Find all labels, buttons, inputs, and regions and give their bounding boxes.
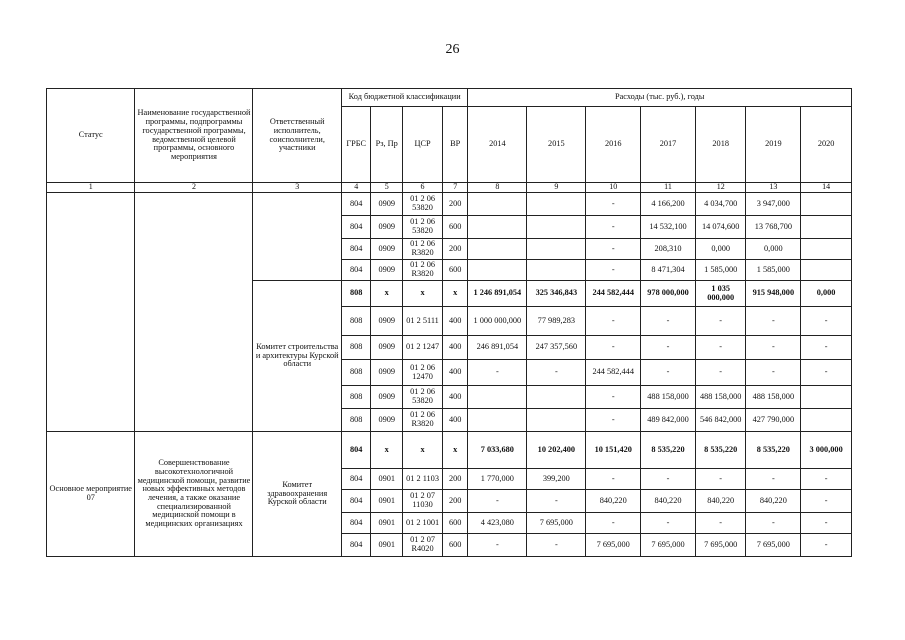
table-cell: 244 582,444 <box>586 281 641 307</box>
table-cell: 8 471,304 <box>641 260 696 281</box>
table-cell: 978 000,000 <box>641 281 696 307</box>
table-cell: - <box>695 307 746 336</box>
table-cell: 01 2 1001 <box>403 513 443 534</box>
index-cell: 14 <box>801 183 852 193</box>
table-cell <box>468 239 527 260</box>
table-cell: x <box>403 432 443 469</box>
header-status: Статус <box>47 89 135 183</box>
table-row <box>47 193 852 216</box>
table-cell: - <box>641 469 696 490</box>
table-cell: 247 357,560 <box>527 336 586 360</box>
table-cell: 14 532,100 <box>641 216 696 239</box>
table-cell: 804 <box>341 490 370 513</box>
table-cell: 0,000 <box>801 281 852 307</box>
table-cell: - <box>746 469 801 490</box>
name-cell <box>135 193 253 432</box>
table-cell: 14 074,600 <box>695 216 746 239</box>
table-cell: 01 2 06 53820 <box>403 386 443 409</box>
table-cell: 200 <box>443 490 468 513</box>
table-cell: 808 <box>341 336 370 360</box>
table-cell: 600 <box>443 513 468 534</box>
table-cell: x <box>443 281 468 307</box>
header-vr: ВР <box>443 107 468 183</box>
table-cell <box>801 386 852 409</box>
table-cell: 4 423,080 <box>468 513 527 534</box>
index-cell: 1 <box>47 183 135 193</box>
table-cell: 208,310 <box>641 239 696 260</box>
table-cell: 0909 <box>371 360 403 386</box>
table-cell: 01 2 07 11030 <box>403 490 443 513</box>
table-cell: - <box>527 490 586 513</box>
table-cell: x <box>371 281 403 307</box>
table-cell: - <box>586 336 641 360</box>
table-cell: 200 <box>443 193 468 216</box>
table-cell <box>527 386 586 409</box>
table-cell <box>801 239 852 260</box>
page-edge <box>0 0 6 640</box>
table-cell: 400 <box>443 307 468 336</box>
table-cell <box>468 409 527 432</box>
table-cell: 1 035 000,000 <box>695 281 746 307</box>
table-cell <box>468 216 527 239</box>
name-cell: Совершенствование высокотехнологичной медицинской помощи, развитие новых эффективных методов лечения, а также оказание специализированной медицинской помощи в медицинских организациях <box>135 432 253 557</box>
table-cell: 7 695,000 <box>527 513 586 534</box>
table-cell: - <box>695 360 746 386</box>
table-cell: 200 <box>443 469 468 490</box>
table-cell: 1 585,000 <box>695 260 746 281</box>
header-year: 2016 <box>586 107 641 183</box>
table-cell: - <box>586 239 641 260</box>
table-cell <box>527 216 586 239</box>
table-cell: 01 2 06 53820 <box>403 216 443 239</box>
header-year: 2020 <box>801 107 852 183</box>
table-cell: 0901 <box>371 469 403 490</box>
table-cell: - <box>468 360 527 386</box>
table-cell: 4 166,200 <box>641 193 696 216</box>
table-cell: - <box>746 307 801 336</box>
header-year: 2014 <box>468 107 527 183</box>
table-cell: - <box>746 336 801 360</box>
header-csr: ЦСР <box>403 107 443 183</box>
table-cell: 400 <box>443 336 468 360</box>
table-cell: 399,200 <box>527 469 586 490</box>
table-cell: - <box>586 260 641 281</box>
table-cell: - <box>801 534 852 557</box>
table-cell: 915 948,000 <box>746 281 801 307</box>
table-cell: 3 000,000 <box>801 432 852 469</box>
table-cell: 1 585,000 <box>746 260 801 281</box>
table-cell: 246 891,054 <box>468 336 527 360</box>
table-cell: - <box>746 360 801 386</box>
table-cell: - <box>586 307 641 336</box>
table-cell: 0901 <box>371 534 403 557</box>
table-cell: x <box>403 281 443 307</box>
table-cell: 0901 <box>371 513 403 534</box>
index-cell: 2 <box>135 183 253 193</box>
index-row <box>47 183 852 193</box>
table-cell: 10 151,420 <box>586 432 641 469</box>
header-year: 2015 <box>527 107 586 183</box>
table-cell: 804 <box>341 216 370 239</box>
table-cell: 0909 <box>371 307 403 336</box>
table-cell: 808 <box>341 360 370 386</box>
table-cell <box>527 193 586 216</box>
table-cell: 01 2 06 R3820 <box>403 409 443 432</box>
executor-cell: Комитет строительства и архитектуры Курской области <box>253 281 341 432</box>
table-cell: 01 2 06 12470 <box>403 360 443 386</box>
header-year: 2019 <box>746 107 801 183</box>
header-rzpr: Рз, Пр <box>371 107 403 183</box>
table-cell: 804 <box>341 513 370 534</box>
table-cell: - <box>527 534 586 557</box>
table-cell: 4 034,700 <box>695 193 746 216</box>
table-cell: 7 695,000 <box>586 534 641 557</box>
table-cell: - <box>586 386 641 409</box>
table-cell: 0901 <box>371 490 403 513</box>
table-cell: 488 158,000 <box>746 386 801 409</box>
table-cell <box>801 409 852 432</box>
index-cell: 7 <box>443 183 468 193</box>
table-cell: 600 <box>443 534 468 557</box>
index-cell: 3 <box>253 183 341 193</box>
table-cell: 804 <box>341 432 370 469</box>
table-cell <box>801 260 852 281</box>
executor-cell: Комитет здравоохранения Курской области <box>253 432 341 557</box>
table-cell: 808 <box>341 281 370 307</box>
table-cell: 0909 <box>371 336 403 360</box>
table-cell: 808 <box>341 409 370 432</box>
table-cell <box>801 216 852 239</box>
table-cell: 01 2 06 R3820 <box>403 239 443 260</box>
table-cell: - <box>801 336 852 360</box>
table-cell <box>468 193 527 216</box>
table-cell: - <box>641 513 696 534</box>
table-cell: 7 695,000 <box>641 534 696 557</box>
table-cell: 7 033,680 <box>468 432 527 469</box>
header-expenses: Расходы (тыс. руб.), годы <box>468 89 852 107</box>
table-cell: - <box>801 469 852 490</box>
table-cell: 01 2 07 R4020 <box>403 534 443 557</box>
index-cell: 11 <box>641 183 696 193</box>
table-cell: 840,220 <box>746 490 801 513</box>
index-cell: 13 <box>746 183 801 193</box>
table-cell: - <box>641 307 696 336</box>
table-cell: 488 158,000 <box>641 386 696 409</box>
table-cell: 8 535,220 <box>641 432 696 469</box>
table-cell <box>527 409 586 432</box>
table-cell: - <box>586 469 641 490</box>
index-cell: 9 <box>527 183 586 193</box>
index-cell: 12 <box>695 183 746 193</box>
table-cell: 244 582,444 <box>586 360 641 386</box>
table-cell: - <box>801 513 852 534</box>
table-cell: 0909 <box>371 216 403 239</box>
page-number: 26 <box>445 42 460 57</box>
table-row <box>47 432 852 469</box>
table-cell: - <box>586 216 641 239</box>
table-cell: - <box>641 360 696 386</box>
table-cell: 600 <box>443 260 468 281</box>
table-cell: 7 695,000 <box>695 534 746 557</box>
table-cell: - <box>468 490 527 513</box>
header-grbs: ГРБС <box>341 107 370 183</box>
table-cell: - <box>801 307 852 336</box>
table-cell: 400 <box>443 360 468 386</box>
table-cell: 1 000 000,000 <box>468 307 527 336</box>
table-cell: 200 <box>443 239 468 260</box>
table-body <box>47 89 852 557</box>
table-cell: 808 <box>341 386 370 409</box>
table-cell: - <box>641 336 696 360</box>
index-cell: 8 <box>468 183 527 193</box>
status-cell: Основное мероприятие 07 <box>47 432 135 557</box>
table-cell: - <box>801 490 852 513</box>
table-cell: 8 535,220 <box>695 432 746 469</box>
table-cell: x <box>371 432 403 469</box>
table-cell: 489 842,000 <box>641 409 696 432</box>
table-cell: 546 842,000 <box>695 409 746 432</box>
table-cell <box>527 260 586 281</box>
table-cell: 488 158,000 <box>695 386 746 409</box>
table-cell: - <box>586 193 641 216</box>
table-cell: 600 <box>443 216 468 239</box>
table-cell: 7 695,000 <box>746 534 801 557</box>
table-cell: 10 202,400 <box>527 432 586 469</box>
table-cell: 0909 <box>371 193 403 216</box>
index-cell: 4 <box>341 183 370 193</box>
header-row-1 <box>47 89 852 107</box>
table-cell: 427 790,000 <box>746 409 801 432</box>
table-cell: 01 2 06 R3820 <box>403 260 443 281</box>
table-cell: 1 246 891,054 <box>468 281 527 307</box>
table-cell: 804 <box>341 193 370 216</box>
table-cell: 0909 <box>371 239 403 260</box>
table-cell: - <box>586 513 641 534</box>
table-cell: - <box>468 534 527 557</box>
table-cell: 840,220 <box>695 490 746 513</box>
table-cell: - <box>695 469 746 490</box>
table-cell: 0909 <box>371 409 403 432</box>
table-cell: 1 770,000 <box>468 469 527 490</box>
table-cell <box>801 193 852 216</box>
index-cell: 10 <box>586 183 641 193</box>
executor-cell <box>253 193 341 281</box>
table-cell: 01 2 1247 <box>403 336 443 360</box>
table-cell: x <box>443 432 468 469</box>
table-cell: 3 947,000 <box>746 193 801 216</box>
table-cell: 840,220 <box>641 490 696 513</box>
table-cell: 804 <box>341 260 370 281</box>
index-cell: 6 <box>403 183 443 193</box>
table-cell: - <box>695 513 746 534</box>
table-cell: - <box>746 513 801 534</box>
table-cell: 0909 <box>371 386 403 409</box>
table-cell: 0,000 <box>695 239 746 260</box>
table-cell: 804 <box>341 534 370 557</box>
header-name: Наименование государственной программы, подпрограммы государственной программы, ведомственной целевой программы, основного мероприятия <box>135 89 253 183</box>
table-cell: 01 2 1103 <box>403 469 443 490</box>
table-cell: 804 <box>341 239 370 260</box>
table-cell: 400 <box>443 409 468 432</box>
table-cell: 808 <box>341 307 370 336</box>
table-cell: 13 768,700 <box>746 216 801 239</box>
header-year: 2018 <box>695 107 746 183</box>
table-cell: 77 989,283 <box>527 307 586 336</box>
table-cell <box>527 239 586 260</box>
budget-table <box>46 88 852 557</box>
header-budget-code: Код бюджетной классификации <box>341 89 467 107</box>
table-cell: 804 <box>341 469 370 490</box>
table-cell: 840,220 <box>586 490 641 513</box>
status-cell <box>47 193 135 432</box>
table-cell: - <box>695 336 746 360</box>
table-cell: 325 346,843 <box>527 281 586 307</box>
table-cell: 8 535,220 <box>746 432 801 469</box>
index-cell: 5 <box>371 183 403 193</box>
table-cell: 400 <box>443 386 468 409</box>
table-cell: 01 2 5111 <box>403 307 443 336</box>
table-cell: - <box>527 360 586 386</box>
table-cell: 0,000 <box>746 239 801 260</box>
table-cell: 01 2 06 53820 <box>403 193 443 216</box>
table-cell: - <box>801 360 852 386</box>
table-cell <box>468 386 527 409</box>
table-cell <box>468 260 527 281</box>
table-cell: - <box>586 409 641 432</box>
header-year: 2017 <box>641 107 696 183</box>
header-executor: Ответственный исполнитель, соисполнители, участники <box>253 89 341 183</box>
table-cell: 0909 <box>371 260 403 281</box>
